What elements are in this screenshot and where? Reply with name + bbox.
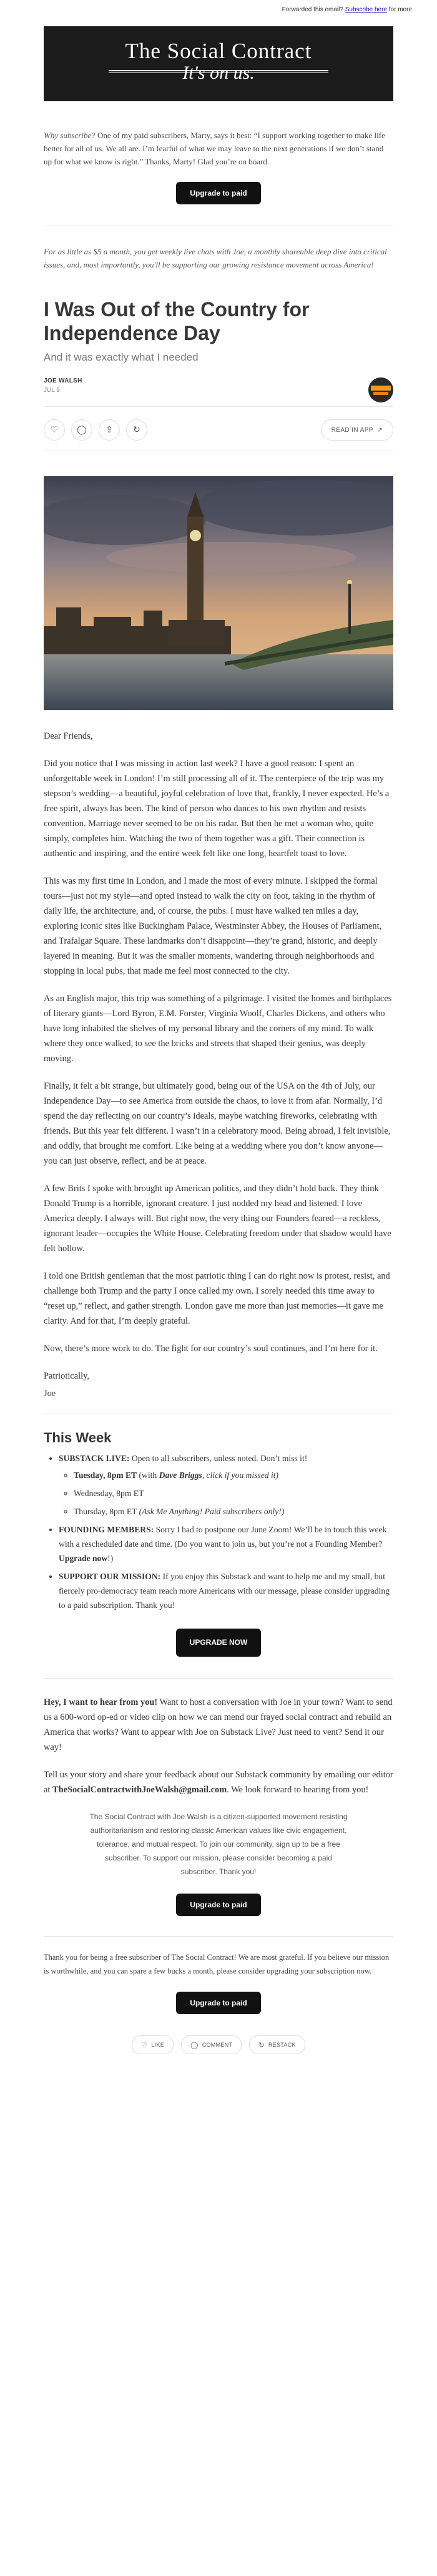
read-in-app-label: READ IN APP [331, 426, 373, 434]
share-icon: ⇪ [106, 425, 113, 435]
forward-notice [25, 0, 412, 15]
greeting: Dear Friends, [44, 731, 93, 741]
restack-icon: ↻ [133, 425, 140, 435]
paragraph: A few Brits I spoke with brought up American politics, and they didn’t hold back. They think Donald Trump is a horrible, ignorant creature. I just nodded my head and listened. I love America deeply. I always will. But right now, the very thing our Founders feared—a reckless, ignorant leader—occupies the White House. Celebrating freedom under that shadow would have felt hollow. [44, 1184, 391, 1254]
restack-button[interactable] [126, 419, 147, 441]
post-title[interactable]: I Was Out of the Country for Independence Day [44, 298, 310, 344]
session-item [74, 1504, 393, 1519]
header-banner[interactable] [44, 26, 393, 101]
banner-title: The Social Contract [125, 39, 312, 63]
post-subtitle: And it was exactly what I needed [44, 351, 199, 363]
footer-note: Thank you for being a free subscriber of The Social Contract! We are most grateful. If you believe our mission is worthwhile, and you can spare a few bucks a month, please consider upgrading your subscription now. [44, 1953, 390, 1975]
session-item: ◦ Wednesday, 8pm ET [74, 1486, 393, 1500]
hero-image[interactable] [44, 476, 393, 710]
list-item [59, 1451, 393, 1519]
contact-text: Tell us your story and share your feedback about our Substack community by emailing our editor at [44, 1770, 393, 1795]
mission-statement: The Social Contract with Joe Walsh is a citizen-supported movement resisting authoritarianism and restoring classic American values like civic engagement, tolerance, and mutual respect. To join our community, sign up to be a free subscriber. To support our mission, please consider becoming a paid subscriber. Thank you! [89, 1812, 348, 1876]
upgrade-button-footer[interactable]: Upgrade to paid [176, 1992, 260, 2014]
session-time: Tuesday, 8pm ET [74, 1470, 137, 1480]
heart-icon: ♡ [50, 425, 59, 435]
paragraph: Now, there’s more work to do. The fight for our country’s soul continues, and I’m here for it. [44, 1344, 378, 1354]
mission-text: If you enjoy this Substack and want to help me and my small, but fiercely pro-democracy team reach more Americans with our message, please consider upgrading to a paid subscription. Thank you! [59, 1572, 390, 1610]
live-text: Open to all subscribers, unless noted. Don’t miss it! [129, 1454, 308, 1463]
signature: Joe [44, 1389, 56, 1399]
london-photo [44, 476, 393, 710]
why-subscribe [44, 129, 393, 168]
contact-text: Want to host a conversation with Joe in your town? Want to send us a 600-word op-ed or video clip on how we can mend our frayed social contract and rebuild an America that works? Want to appear with Joe on Substack Live? Just need to vent? Send it our way! [44, 1697, 393, 1752]
comment-icon: ◯ [190, 2040, 199, 2049]
subscription-pitch [44, 245, 393, 271]
upgrade-now-button[interactable]: UPGRADE NOW [176, 1629, 262, 1657]
signoff: Patriotically, [44, 1371, 89, 1381]
author-name[interactable]: JOE WALSH [44, 377, 82, 384]
list-item [59, 1522, 393, 1565]
editor-email-link[interactable]: TheSocialContractwithJoeWalsh@gmail.com [52, 1785, 227, 1795]
post-actions [44, 419, 393, 442]
subscribe-link[interactable]: Subscribe here [345, 6, 387, 13]
upgrade-now-link[interactable]: Upgrade now [59, 1554, 108, 1563]
forward-suffix: for more [386, 6, 412, 13]
upgrade-button-mission[interactable]: Upgrade to paid [176, 1894, 260, 1916]
like-pill-button[interactable] [132, 2035, 174, 2054]
restack-label: RESTACK [268, 2042, 296, 2048]
divider [44, 1936, 393, 1937]
paragraph: Did you notice that I was missing in action last week? I have a good reason: I spent an unforgettable week in London! I’m still processing all of it. The centerpiece of the trip was my stepson’s wedding—a beautiful, joyful celebration of love that, frankly, I never expected. He’s a free spirit, always has been. The kind of person who dances to his own rhythm and resists convention. Marriage never seemed to be on his radar. But then he met a woman who, quite simply, completes him. Watching the two of them together was a gift. Their connection is authentic and inspiring, and the entire week felt like one long, heartfelt toast to love. [44, 759, 390, 859]
upgrade-button-top[interactable]: Upgrade to paid [176, 182, 260, 204]
like-button[interactable] [44, 419, 65, 441]
why-subscribe-quote: One of my paid subscribers, Marty, says it best: “I support working together to make life better for all of us. We all are. I’m fearful of what we may leave to the next generations if we don’t stand up for what we know is right.” Thanks, Marty! Glad you’re on board. [44, 131, 385, 166]
read-in-app-button[interactable] [321, 419, 393, 441]
founding-label: FOUNDING MEMBERS: [59, 1525, 154, 1534]
bottom-actions [44, 2035, 393, 2054]
comment-button[interactable] [71, 419, 92, 441]
session-time: Thursday, 8pm ET [74, 1507, 139, 1516]
session-text: (with [137, 1470, 159, 1480]
this-week-heading: This Week [44, 1430, 112, 1445]
contact-text: . We look forward to hearing from you! [227, 1785, 369, 1795]
post-date: JUL 9 [44, 387, 60, 394]
restack-pill-button[interactable] [249, 2035, 305, 2054]
banner-tagline: It's on us. [182, 62, 255, 83]
paragraph: Finally, it felt a bit strange, but ultimately good, being out of the USA on the 4th of July, our Independence Day—to see America from outside the chaos, to love it from afar. Normally, I’d spend the day reflecting on our country’s ideals, maybe watching fireworks, celebrating with friends. But this year felt different. I wasn’t in a celebratory mood. Being abroad, I felt invisible, and oddly, that brought me comfort. Like being at a wedding where you don’t know anyone—you can just observe, reflect, and be at peace. [44, 1081, 391, 1166]
byline [44, 377, 393, 406]
article-body [44, 729, 393, 1401]
paragraph: This was my first time in London, and I made the most of every minute. I skipped the formal tours—just not my style—and opted instead to walk the city on foot, taking in the rhythm of daily life, the architecture, and, of course, the pubs. I must have walked ten miles a day, exploring iconic sites like Buckingham Palace, Westminster Abbey, the Houses of Parliament, and Trafalgar Square. These landmarks don’t disappoint—they’re grand, historic, and deeply layered in meaning. But it was the smaller moments, wandering through neighborhoods and stopping in local pubs, that made me feel most connected to the city. [44, 876, 382, 976]
live-label: SUBSTACK LIVE: [59, 1454, 130, 1463]
subscription-pitch-text: For as little as $5 a month, you get weekly live chats with Joe, a monthly shareable deep dive into critical issues, and, most importantly, you'll be supporting our growing resistance movement across America! [44, 247, 387, 269]
session-item[interactable] [74, 1468, 393, 1482]
founding-end: !) [107, 1554, 114, 1563]
session-note: (Ask Me Anything! Paid subscribers only!) [139, 1507, 285, 1516]
like-label: LIKE [151, 2042, 165, 2048]
restack-icon: ↻ [258, 2040, 265, 2049]
paragraph: As an English major, this trip was something of a pilgrimage. I visited the homes and birthplaces of literary giants—Lord Byron, E.M. Forster, Virginia Woolf, Charles Dickens, and others who have long inhabited the shelves of my personal library and the corners of my mind. To walk where they once walked, to see the bricks and streets that shaped their genius, was deeply moving. [44, 994, 392, 1064]
list-item [59, 1569, 393, 1612]
divider [44, 406, 393, 407]
contact-section [44, 1695, 393, 1797]
comment-label: COMMENT [202, 2042, 233, 2048]
founding-text: Sorry I had to postpone our June Zoom! We’ll be in touch this week with a rescheduled date and time. (Do you want to join us, but you’re not a Founding Member? [59, 1525, 387, 1549]
paragraph: I told one British gentleman that the most patriotic thing I can do right now is protest, resist, and challenge both Trump and the party I once called my own. I sorely needed this time away to “reset up,” reflect, and gather strength. London gave me more than just memories—it gave me clarity. And for that, I’m deeply grateful. [44, 1271, 390, 1326]
session-note: , click if you missed it) [202, 1470, 279, 1480]
why-subscribe-lead: Why subscribe? [44, 131, 96, 140]
share-button[interactable] [99, 419, 120, 441]
heart-icon: ♡ [141, 2040, 148, 2049]
mission-label: SUPPORT OUR MISSION: [59, 1572, 161, 1581]
guest-name: Dave Briggs [159, 1470, 202, 1480]
comment-pill-button[interactable] [181, 2035, 242, 2054]
external-link-icon: ↗ [377, 426, 383, 434]
divider [44, 1678, 393, 1679]
comment-icon: ◯ [77, 425, 87, 435]
avatar[interactable] [368, 377, 393, 402]
forward-text: Forwarded this email? [282, 6, 343, 13]
this-week-section [44, 1430, 393, 1657]
contact-lead: Hey, I want to hear from you! [44, 1697, 158, 1707]
